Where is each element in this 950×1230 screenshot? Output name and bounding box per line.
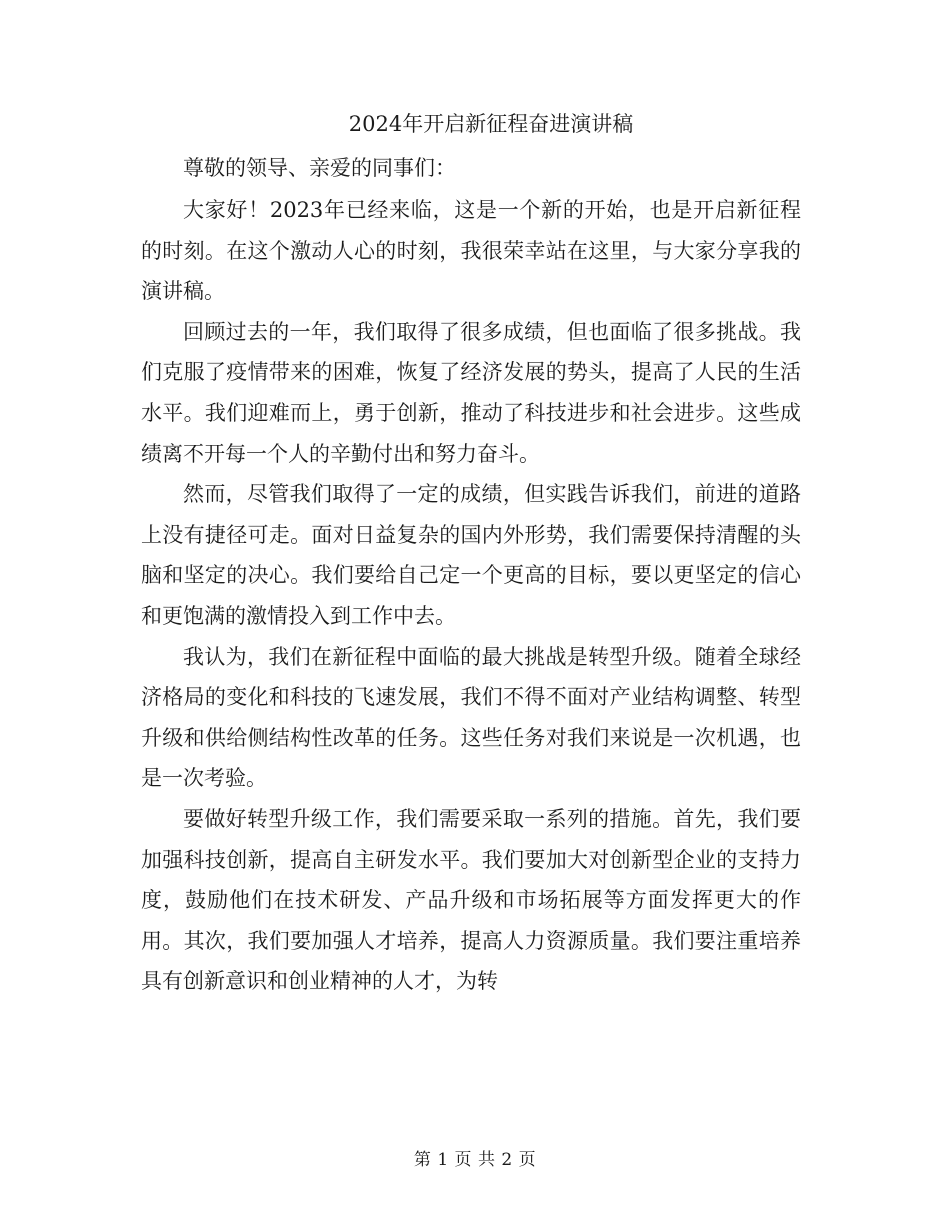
page-number-footer: 第 1 页 共 2 页 bbox=[413, 1150, 537, 1170]
document-body bbox=[141, 102, 801, 1002]
paragraph-4: 我认为，我们在新征程中面临的最大挑战是转型升级。随着全球经济格局的变化和科技的飞速发展，我们不得不面对产业结构调整、转型升级和供给侧结构性改革的任务。这些任务对我们来说是一次机遇，也是一次考验。 bbox=[141, 644, 801, 791]
paragraph-5: 要做好转型升级工作，我们需要采取一系列的措施。首先，我们要加强科技创新，提高自主研发水平。我们要加大对创新型企业的支持力度，鼓励他们在技术研发、产品升级和市场拓展等方面发挥更大的作用。其次，我们要加强人才培养，提高人力资源质量。我们要注重培养具有创新意识和创业精神的人才，为转 bbox=[141, 806, 801, 994]
paragraph-2: 回顾过去的一年，我们取得了很多成绩，但也面临了很多挑战。我们克服了疫情带来的困难，恢复了经济发展的势头，提高了人民的生活水平。我们迎难而上，勇于创新，推动了科技进步和社会进步。这些成绩离不开每一个人的辛勤付出和努力奋斗。 bbox=[141, 319, 801, 466]
paragraph-1: 大家好！2023年已经来临，这是一个新的开始，也是开启新征程的时刻。在这个激动人心的时刻，我很荣幸站在这里，与大家分享我的演讲稿。 bbox=[141, 198, 801, 304]
document-title: 2024年开启新征程奋进演讲稿 bbox=[348, 112, 634, 136]
paragraph-3: 然而，尽管我们取得了一定的成绩，但实践告诉我们，前进的道路上没有捷径可走。面对日益复杂的国内外形势，我们需要保持清醒的头脑和坚定的决心。我们要给自己定一个更高的目标，要以更坚定的信心和更饱满的激情投入到工作中去。 bbox=[141, 482, 801, 628]
salutation: 尊敬的领导、亲爱的同事们： bbox=[183, 156, 456, 180]
